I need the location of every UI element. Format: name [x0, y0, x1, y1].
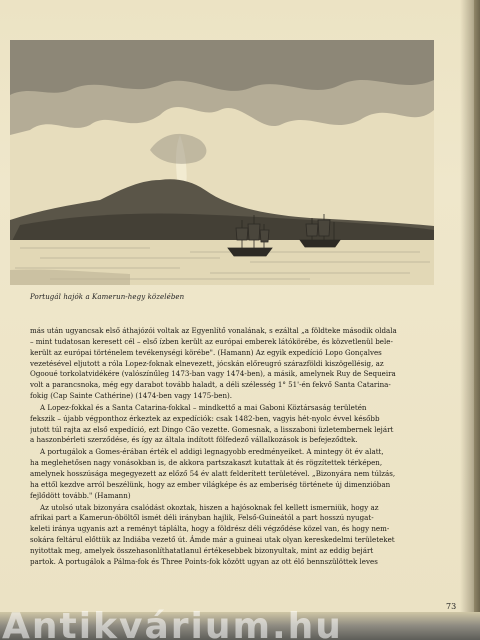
text-line: fekszik – újabb végponthoz érkeztek az expedíciók: csak 1482-ben, vagyis hét-nyolc évvel később [30, 413, 380, 423]
text-line: sokára feltárul előttük az Indiába vezető út. Ámde már a guineai utak olyan kereskedelmi területeket [30, 535, 395, 545]
text-line: Ogooué torkolatvidékére (valószínűleg 1473-ban vagy 1474-ben), a másik, amelynek Ruy de Sequeira [30, 369, 396, 379]
text-line: – mint tudatosan keresett cél – első ízben került az európai emberek látókörébe, és közvetlenül bele- [30, 336, 393, 346]
text-line: került az európai történelem tevékenységi körébe". (Hamann) Az egyik expedíció Lopo Gonçalves [30, 347, 382, 357]
text-line: fokig (Cap Sainte Cathérine) (1474-ben vagy 1475-ben). [30, 391, 233, 401]
text-line: Az utolsó utak bizonyára csalódást okoztak, hiszen a hajósoknak fel kellett ismerniük, hogy az [40, 502, 379, 512]
text-line: jutott túl rajta az első expedíció, ezt Dingo Cão vezette. Gomesnak, a lisszaboni üzletembernek lejárt [30, 424, 394, 434]
text-line: más után ugyancsak első áthajózói voltak az Egyenlítő vonalának, s ezáltal „a földteke második oldala [30, 326, 397, 335]
volcano-ships-engraving [10, 40, 434, 285]
text-line: afrikai part a Kamerun-öböltől ismét déli irányban hajlik, Felső-Guineától a part hosszú nyugat- [30, 513, 374, 523]
text-line: nyitottak meg, amelyek összehasonlíthatatlanul értékesebbek bizonyultak, mint az eddig bejárt [30, 545, 374, 555]
spine-shadow [460, 0, 480, 640]
text-line: ha ettől kezdve arról beszélünk, hogy az ember világképe és az emberiség története új dimenzióban [30, 479, 391, 489]
paragraph [30, 403, 460, 446]
text-line: partok. A portugálok a Pálma-fok és Three Points-fok között ugyan az ott élő bennszülöttek leves [30, 556, 378, 566]
text-line: A Lopez-fokkal és a Santa Catarina-fokkal – mindkettő a mai Gaboni Köztársaság területén [40, 402, 367, 412]
text-line: fejlődött tovább." (Hamann) [30, 490, 131, 500]
engraving-illustration [10, 40, 434, 285]
figure-caption: Portugál hajók a Kamerun-hegy közelében [30, 293, 185, 301]
text-line: A portugálok a Gomes-érában érték el addigi legnagyobb eredményeiket. A mintegy öt év alatt, [40, 447, 384, 457]
watermark: Antikvárium.hu [2, 606, 343, 640]
paragraph [30, 503, 460, 568]
page-number: 73 [446, 602, 457, 611]
text-line: ha meglehetősen nagy vonásokban is, de akkora partszakaszt kutattak át és rögzítettek térképen, [30, 458, 383, 468]
body-text [30, 326, 460, 569]
text-line: vezetésével eljutott a róla Lopez-foknak elnevezett, jócskán előreugró szárazföldi kiszögellésig, az [30, 358, 384, 368]
text-line: amelynek hosszúsága megegyezett az előző 54 év alatt felderített területével. „Bizonyára nem túlzás, [30, 468, 396, 478]
paragraph [30, 326, 460, 402]
paragraph [30, 447, 460, 501]
text-line: volt a parancsnoka, még egy darabot tovább haladt, a déli szélesség 1° 51'-én fekvő Santa Catarina- [30, 380, 391, 390]
text-line: keleti iránya ugyanis azt a reményt táplálta, hogy a földrész déli végződése közel van, és hogy nem- [30, 524, 390, 534]
text-line: a haszonbérleti szerződése, és így az általa indított fölfedező vállalkozások is befejeződtek. [30, 435, 358, 445]
